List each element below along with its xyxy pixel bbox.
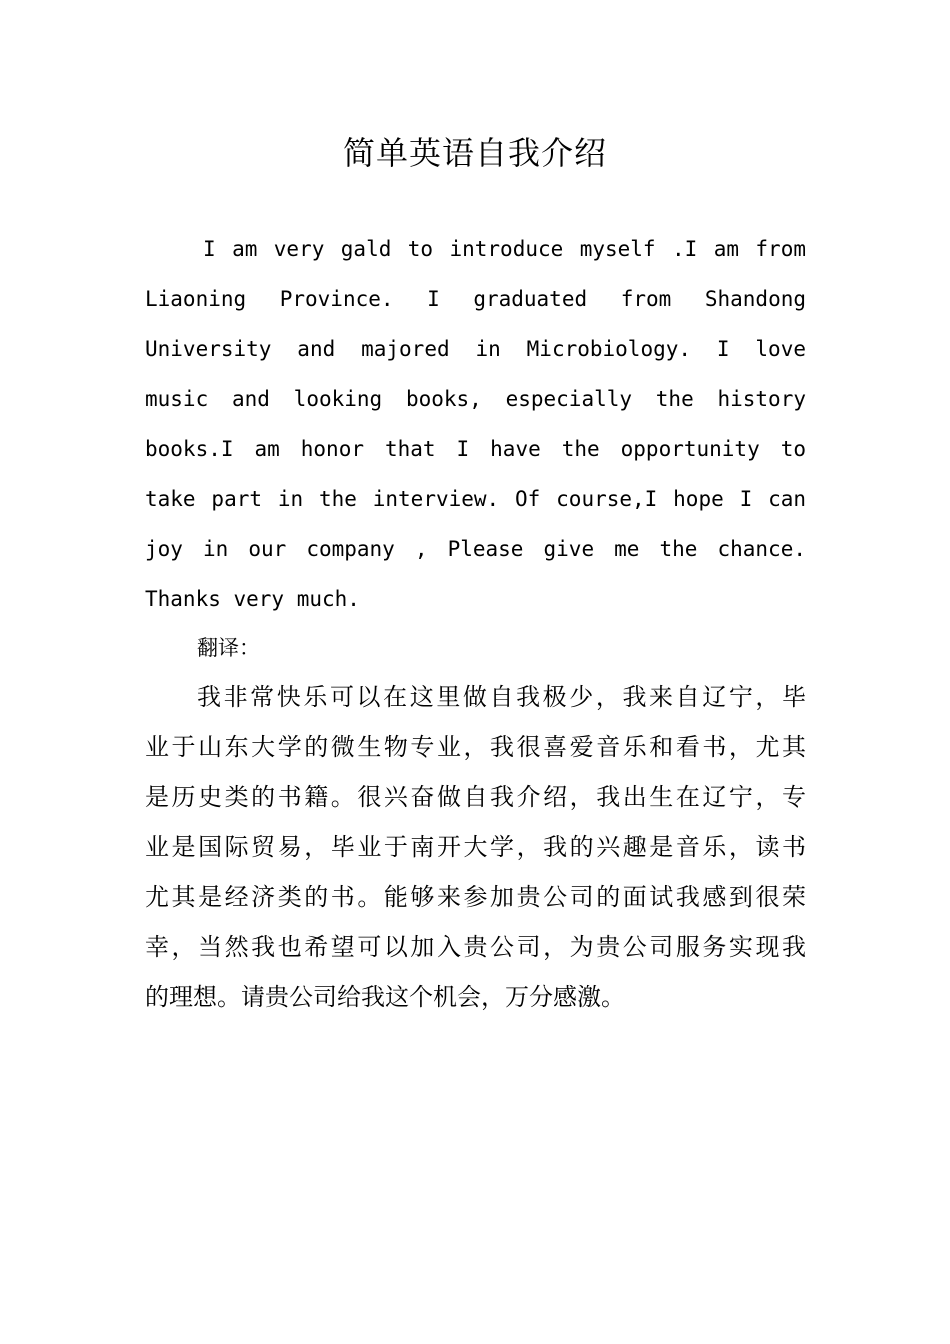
translation-label: 翻译： bbox=[197, 636, 260, 660]
english-line: Liaoning Province. I graduated from Shandong bbox=[145, 287, 806, 311]
chinese-line: 是历史类的书籍。很兴奋做自我介绍，我出生在辽宁，专 bbox=[145, 783, 806, 811]
english-line: University and majored in Microbiology. I love bbox=[145, 337, 806, 361]
english-line: joy in our company , Please give me the chance. bbox=[145, 537, 806, 561]
chinese-line: 幸，当然我也希望可以加入贵公司，为贵公司服务实现我 bbox=[145, 933, 806, 961]
chinese-line: 我非常快乐可以在这里做自我极少，我来自辽宁，毕 bbox=[197, 683, 806, 711]
english-line: music and looking books, especially the history bbox=[145, 387, 806, 411]
chinese-line: 尤其是经济类的书。能够来参加贵公司的面试我感到很荣 bbox=[145, 883, 806, 911]
chinese-line: 业是国际贸易，毕业于南开大学，我的兴趣是音乐，读书 bbox=[145, 833, 806, 861]
english-line: take part in the interview. Of course,I hope I can bbox=[145, 487, 806, 511]
english-line: I am very gald to introduce myself .I am from bbox=[203, 237, 806, 261]
english-line: Thanks very much. bbox=[145, 587, 360, 611]
document-title: 简单英语自我介绍 bbox=[342, 134, 607, 172]
english-line: books.I am honor that I have the opportunity to bbox=[145, 437, 806, 461]
chinese-line: 的理想。请贵公司给我这个机会，万分感激。 bbox=[145, 983, 625, 1011]
chinese-line: 业于山东大学的微生物专业，我很喜爱音乐和看书，尤其 bbox=[145, 733, 806, 761]
